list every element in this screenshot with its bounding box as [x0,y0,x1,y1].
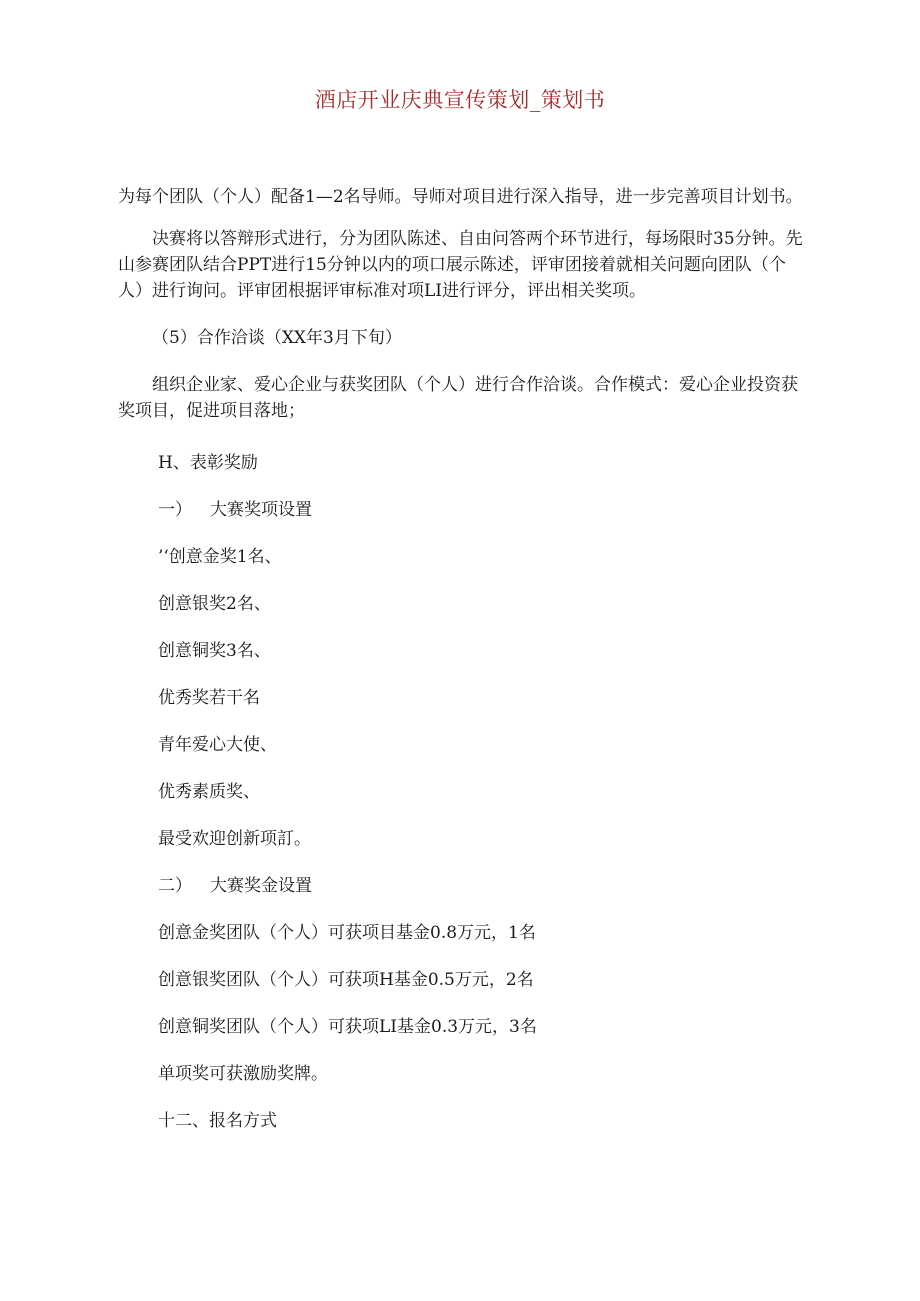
paragraph-cooperation-heading: （5）合作洽谈（XX年3月下旬） [152,328,402,348]
document-title: 酒店开业庆典宣传策划_策划书 [314,88,606,112]
paragraph-mentors: 为每个团队（个人）配备1—2名导师。导师对项目进行深入指导，进一步完善项目计划书。 [118,187,803,207]
list-item: 青年爱心大使、 [158,735,277,755]
section-heading-registration: 十二、报名方式 [158,1111,277,1131]
list-item: 创意铜奖3名、 [158,641,271,661]
document-body [118,184,806,1134]
list-item: 优秀奖若干名 [158,688,260,708]
list-item: 创意金奖团队（个人）可获项目基金0.8万元，1名 [158,923,536,943]
paragraph-finals: 决赛将以答辩形式进行，分为团队陈述、自由问答两个环节进行，每场限时35分钟。先山参赛团队结合PPT进行15分钟以内的项口展示陈述，评审团接着就相关问题向团队（个人）进行询问。评审团根据评审标准对项LI进行评分，评出相关奖项。 [118,229,803,301]
subheading-text: 大赛奖金设置 [210,876,312,896]
subheading-number: 二） [158,876,192,896]
subheading-award-settings [118,497,806,523]
paragraph-cooperation: 组织企业家、爱心企业与获奖团队（个人）进行合作洽谈。合作模式：爱心企业投资获奖项目，促进项目落地； [118,375,798,421]
subheading-text: 大赛奖项设置 [210,500,312,520]
subheading-prize-settings [118,873,806,899]
list-item: 优秀素质奖、 [158,782,260,802]
list-item: 创意银奖2名、 [158,594,271,614]
list-item: 创意银奖团队（个人）可获项H基金0.5万元，2名 [158,970,534,990]
section-heading-awards: H、表彰奖励 [158,453,258,473]
list-item: 单项奖可获激励奖牌。 [158,1064,328,1084]
list-item: ’‘创意金奖1名、 [158,547,282,567]
list-item: 最受欢迎创新项訂。 [158,829,311,849]
subheading-number: 一） [158,500,192,520]
list-item: 创意铜奖团队（个人）可获项LI基金0.3万元，3名 [158,1017,537,1037]
